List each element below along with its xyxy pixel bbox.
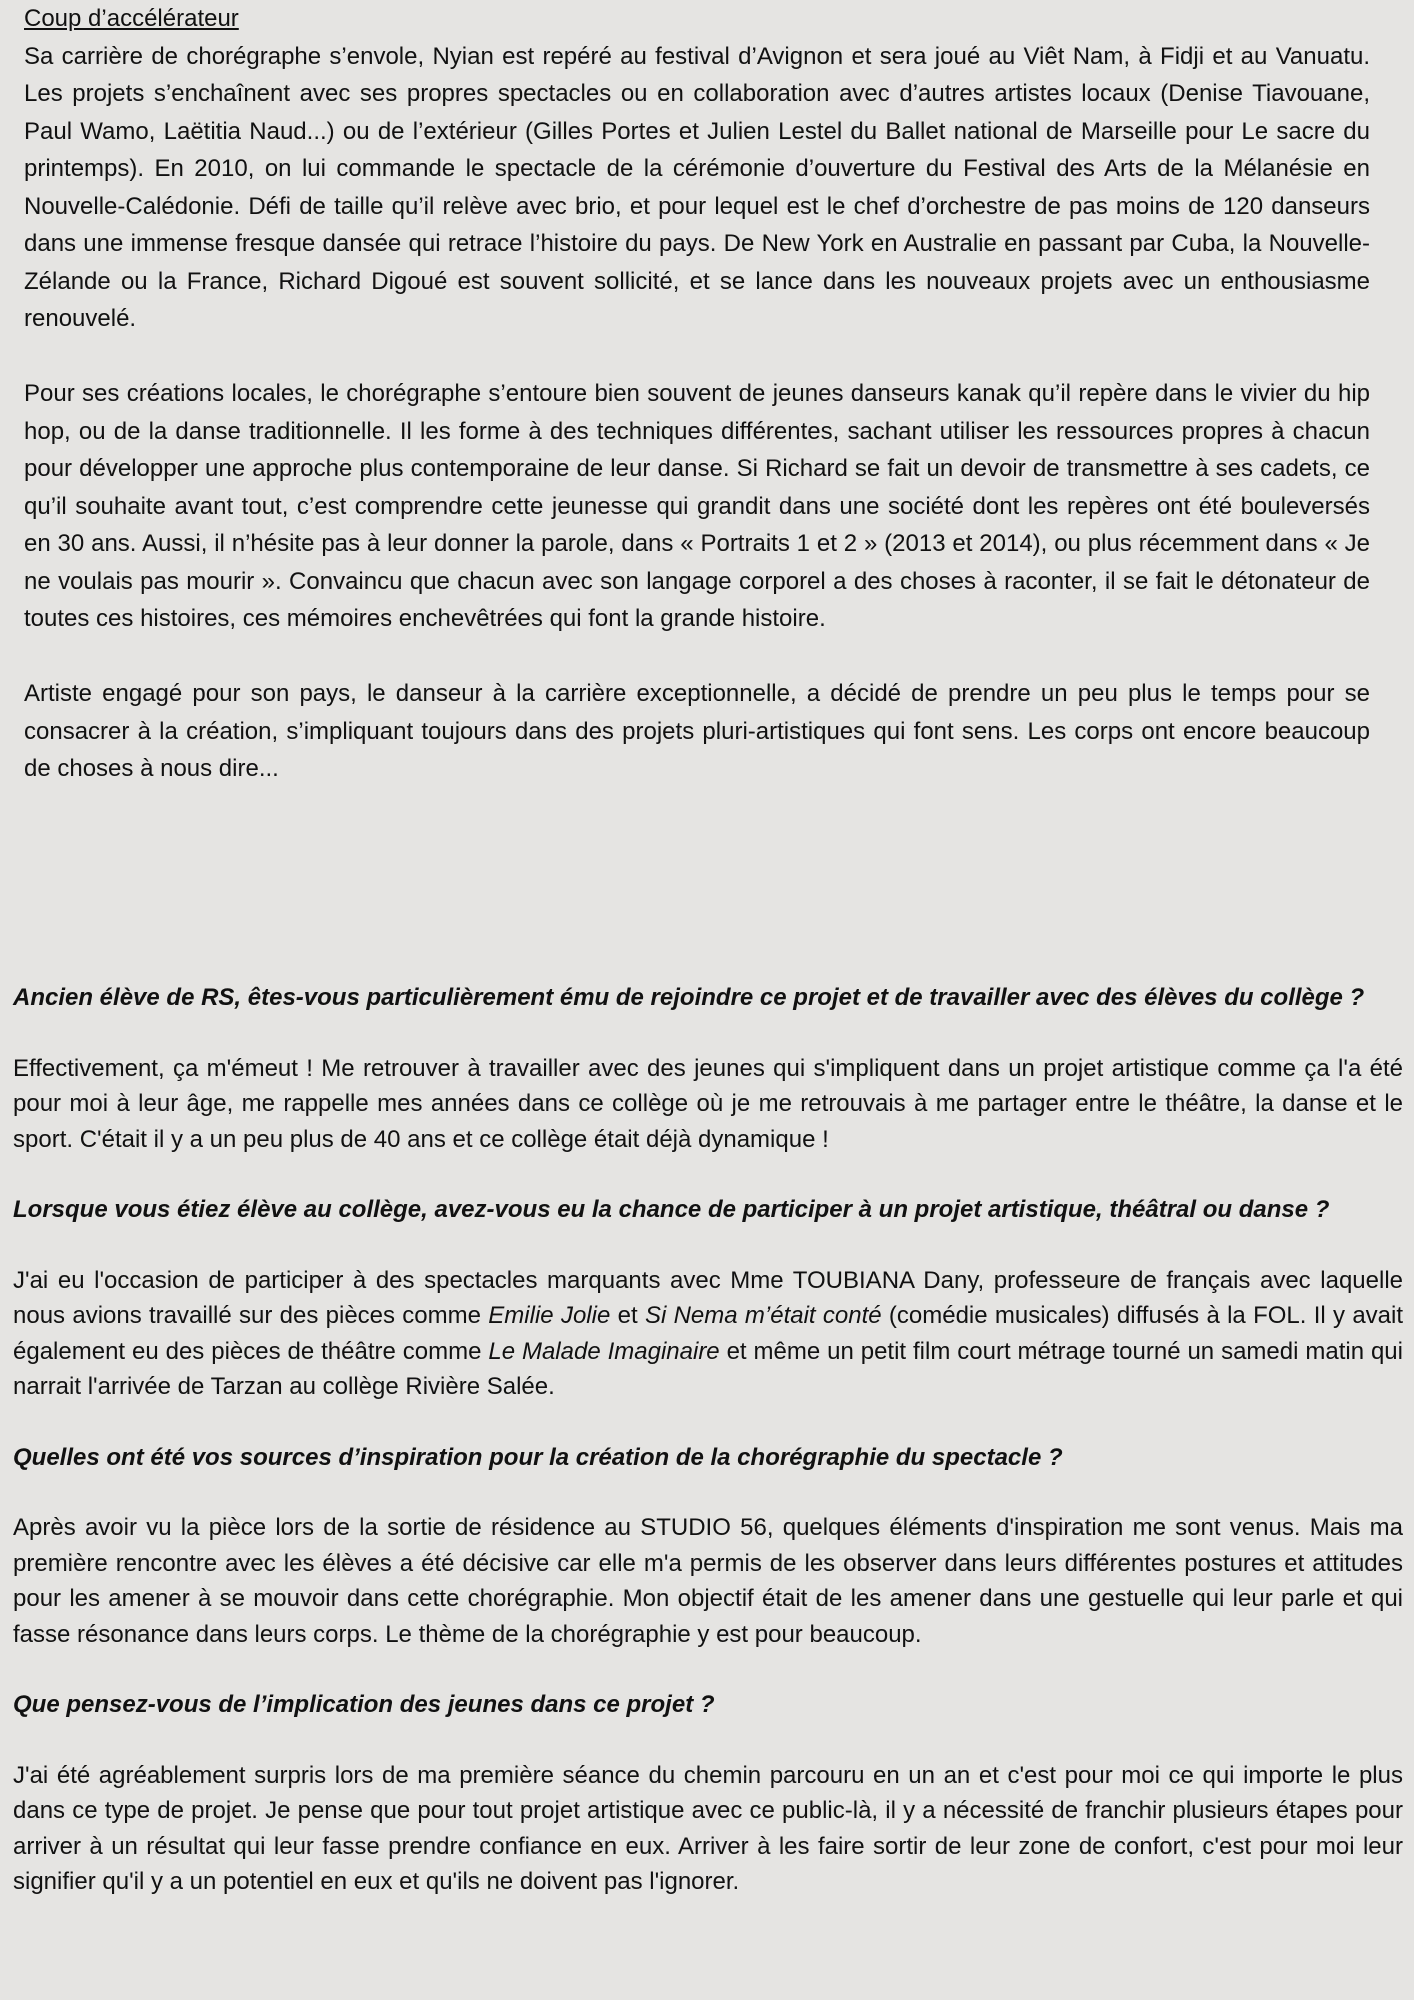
- interview-answer-2: [13, 1263, 1403, 1405]
- interview-question-1: Ancien élève de RS, êtes-vous particulièrement ému de rejoindre ce projet et de travailler avec des élèves du collège ?: [13, 984, 1365, 1011]
- work-title-si-nema: Si Nema m’était conté: [644, 1302, 882, 1329]
- answer-text: et même un petit film court métrage tourné un samedi matin qui narrait l'arrivée de Tarzan au collège Rivière Salée.: [13, 1337, 1403, 1400]
- biography-paragraph-2: Pour ses créations locales, le chorégraphe s’entoure bien souvent de jeunes danseurs kanak qu’il repère dans le vivier du hip hop, ou de la danse traditionnelle. Il les forme à des techniques différentes, sachant utiliser les ressources propres à chacun pour développer une approche plus contemporaine de leur danse. Si Richard se fait un devoir de transmettre à ses cadets, ce qu’il souhaite avant tout, c’est comprendre cette jeunesse qui grandit dans une société dont les repères ont été bouleversés en 30 ans. Aussi, il n’hésite pas à leur donner la parole, dans « Portraits 1 et 2 » (2013 et 2014), ou plus récemment dans « Je ne voulais pas mourir ». Convaincu que chacun avec son langage corporel a des choses à raconter, il se fait le détonateur de toutes ces histoires, ces mémoires enchevêtrées qui font la grande histoire.: [24, 380, 1370, 632]
- interview-answer-1: Effectivement, ça m'émeut ! Me retrouver à travailler avec des jeunes qui s'impliquent dans un projet artistique comme ça l'a été pour moi à leur âge, me rappelle mes années dans ce collège où je me retrouvais à me partager entre le théâtre, la danse et le sport. C'était il y a un peu plus de 40 ans et ce collège était déjà dynamique !: [13, 1054, 1403, 1153]
- answer-text: J'ai eu l'occasion de participer à des spectacles marquants avec Mme TOUBIANA Dany, professeure de français avec laquelle nous avions travaillé sur des pièces comme: [13, 1266, 1403, 1329]
- biography-paragraph-1: Sa carrière de chorégraphe s’envole, Nyian est repéré au festival d’Avignon et sera joué au Viêt Nam, à Fidji et au Vanuatu. Les projets s’enchaînent avec ses propres spectacles ou en collaboration avec d’autres artistes locaux (Denise Tiavouane, Paul Wamo, Laëtitia Naud...) ou de l’extérieur (Gilles Portes et Julien Lestel du Ballet national de Marseille pour Le sacre du printemps). En 2010, on lui commande le spectacle de la cérémonie d’ouverture du Festival des Arts de la Mélanésie en Nouvelle-Calédonie. Défi de taille qu’il relève avec brio, et pour lequel est le chef d’orchestre de pas moins de 120 danseurs dans une immense fresque dansée qui retrace l’histoire du pays. De New York en Australie en passant par Cuba, la Nouvelle-Zélande ou la France, Richard Digoué est souvent sollicité, et se lance dans les nouveaux projets avec un enthousiasme renouvelé.: [24, 42, 1370, 332]
- work-title-malade-imaginaire: Le Malade Imaginaire: [488, 1337, 720, 1365]
- interview-question-4: Que pensez-vous de l’implication des jeunes dans ce projet ?: [13, 1691, 715, 1718]
- interview-section: [13, 980, 1403, 1900]
- answer-text: et: [610, 1302, 645, 1329]
- work-title-emilie-jolie: Emilie Jolie: [488, 1302, 611, 1329]
- interview-answer-3: Après avoir vu la pièce lors de la sortie de résidence au STUDIO 56, quelques éléments d'inspiration me sont venus. Mais ma première rencontre avec les élèves a été décisive car elle m'a permis de les observer dans leurs différentes postures et attitudes pour les amener à se mouvoir dans cette chorégraphie. Mon objectif était de les amener dans une gestuelle qui leur parle et qui fasse résonance dans leurs corps. Le thème de la chorégraphie y est pour beaucoup.: [13, 1514, 1403, 1648]
- biography-section: [24, 0, 1370, 788]
- answer-text: (comédie musicales) diffusés à la FOL. Il y avait également eu des pièces de théâtre comme: [13, 1302, 1404, 1365]
- interview-question-2: Lorsque vous étiez élève au collège, avez-vous eu la chance de participer à un projet artistique, théâtral ou danse ?: [13, 1196, 1330, 1223]
- interview-question-3: Quelles ont été vos sources d’inspiration pour la création de la chorégraphie du spectacle ?: [13, 1443, 1063, 1471]
- biography-paragraph-3: Artiste engagé pour son pays, le danseur à la carrière exceptionnelle, a décidé de prendre un peu plus le temps pour se consacrer à la création, s’impliquant toujours dans des projets pluri-artistiques qui font sens. Les corps ont encore beaucoup de choses à nous dire...: [24, 680, 1370, 782]
- section-title: Coup d’accélérateur: [24, 5, 239, 32]
- interview-answer-4: J'ai été agréablement surpris lors de ma première séance du chemin parcouru en un an et c'est pour moi ce qui importe le plus dans ce type de projet. Je pense que pour tout projet artistique avec ce public-là, il y a nécessité de franchir plusieurs étapes pour arriver à un résultat qui leur fasse prendre confiance en eux. Arriver à les faire sortir de leur zone de confort, c'est pour moi leur signifier qu'il y a un potentiel en eux et qu'ils ne doivent pas l'ignorer.: [13, 1761, 1403, 1895]
